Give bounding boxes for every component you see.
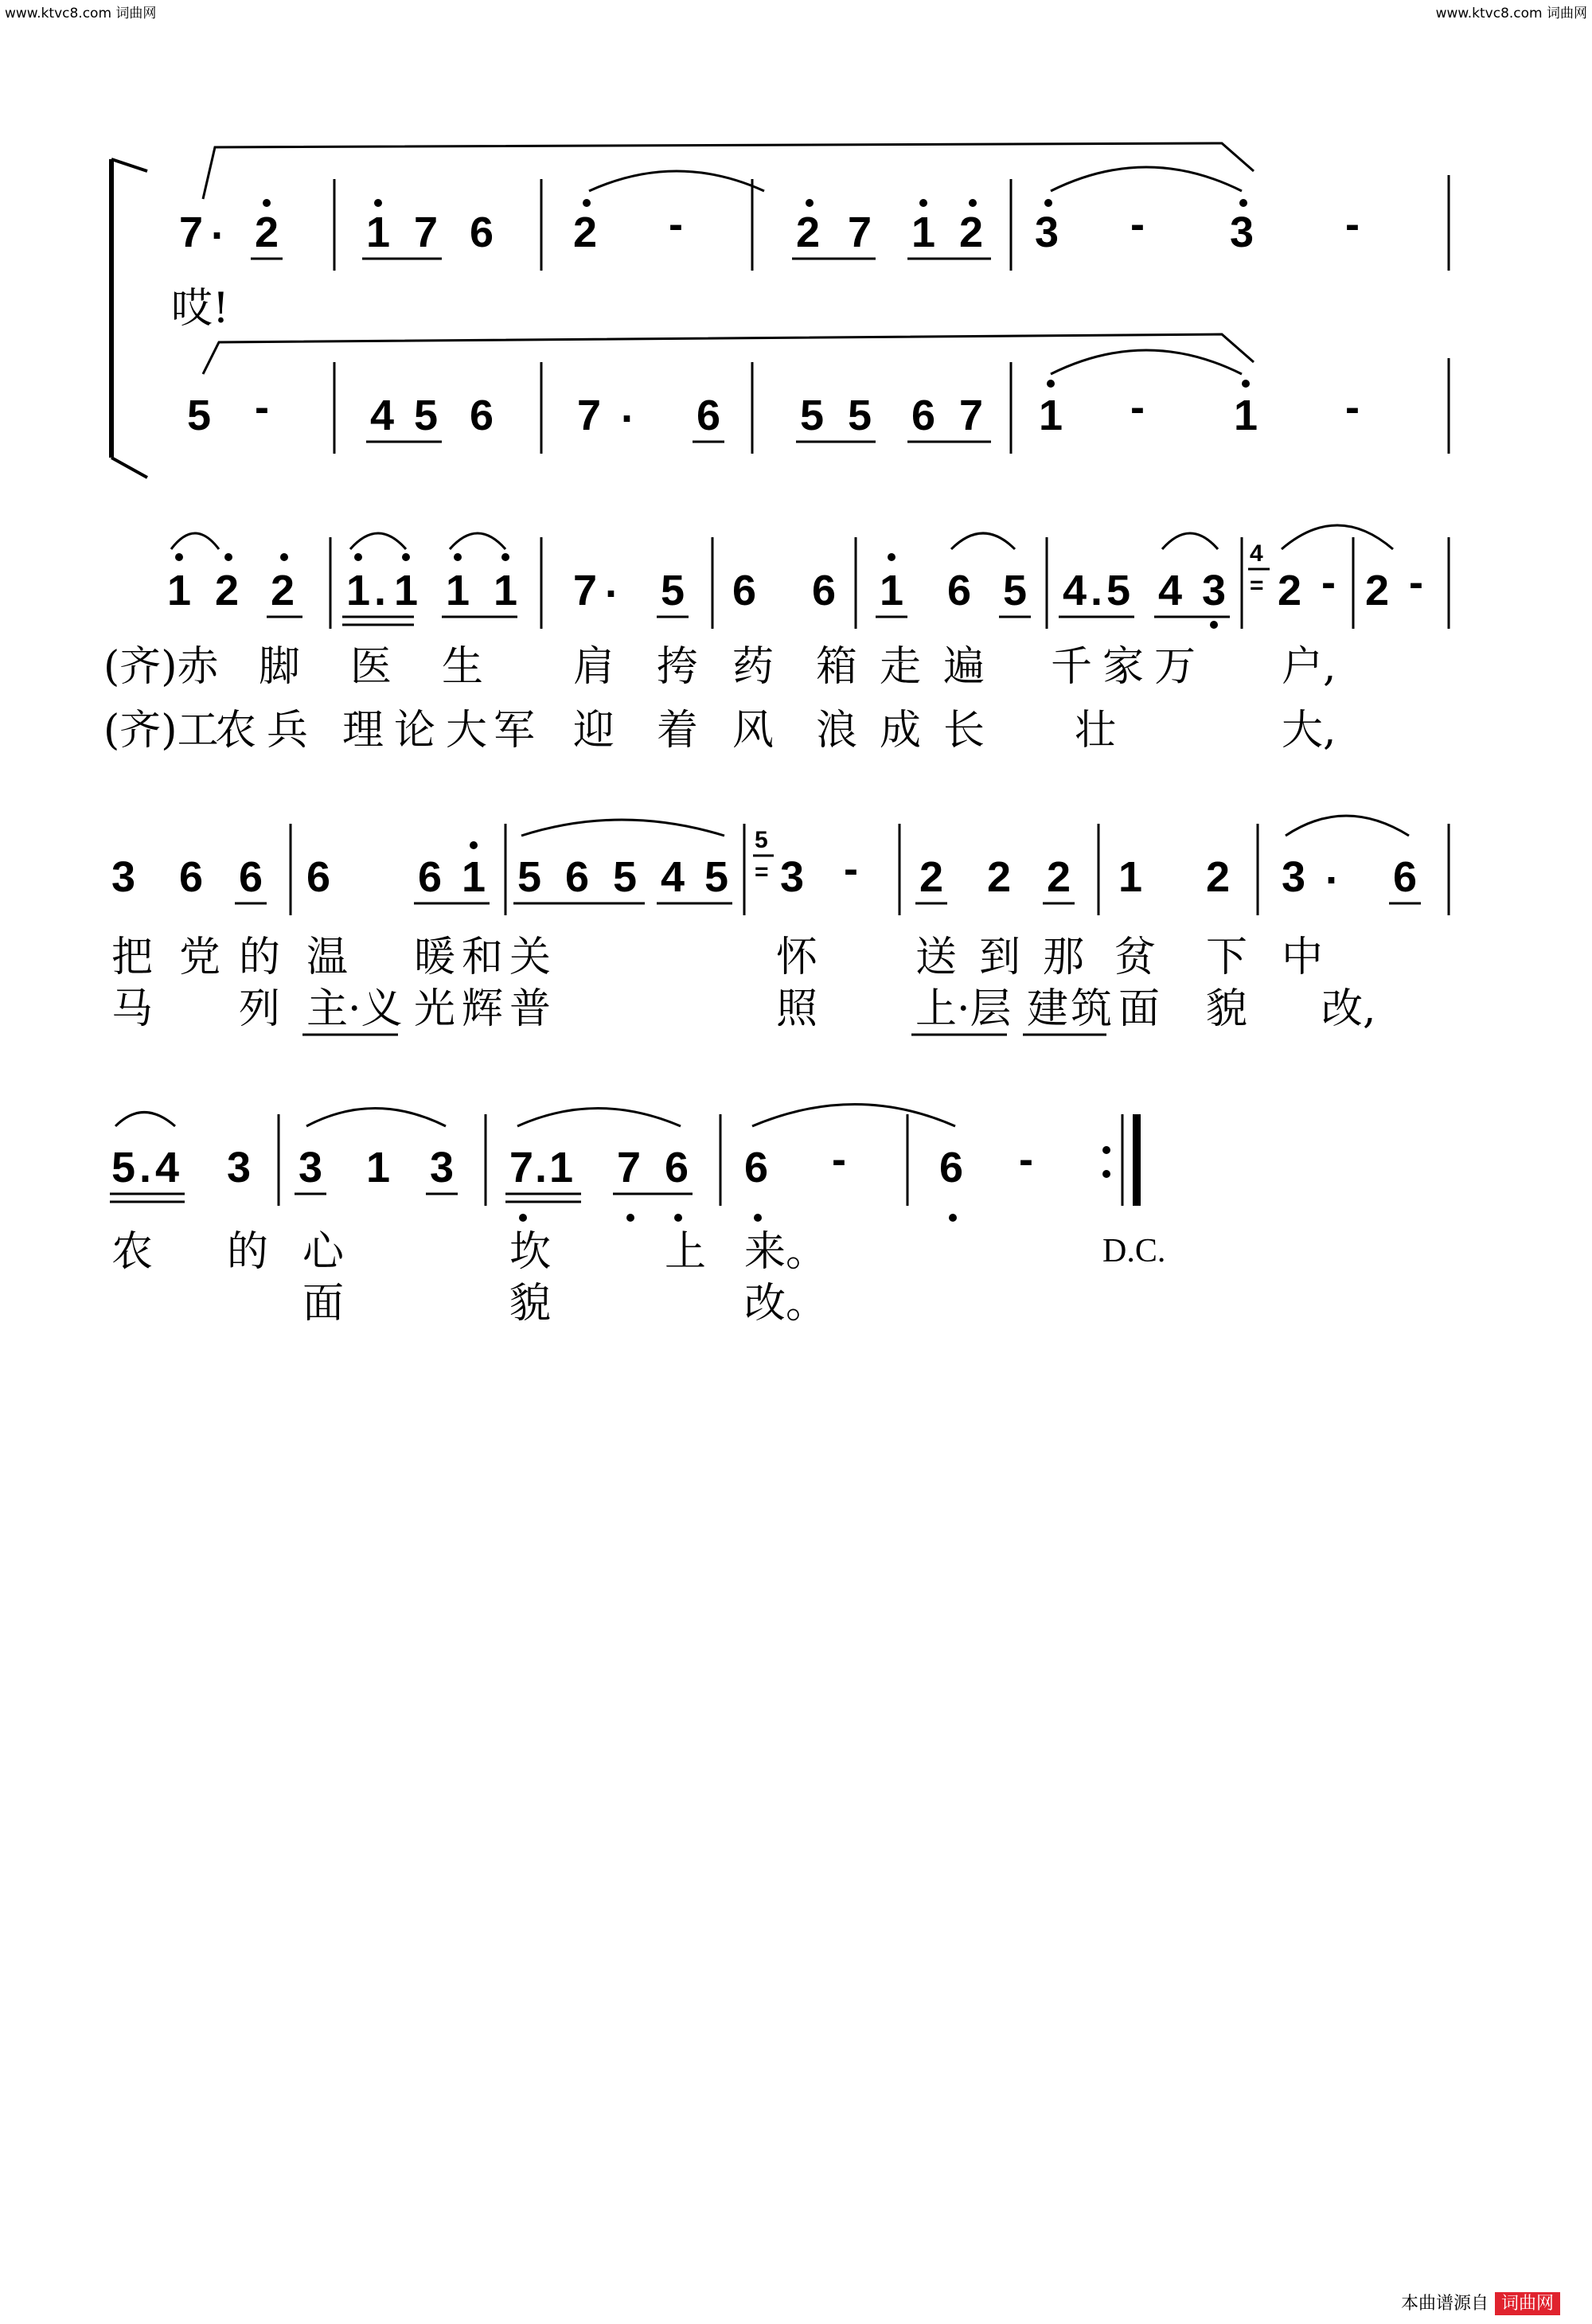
svg-text:列: 列 — [239, 985, 281, 1033]
svg-text:脚: 脚 — [259, 643, 301, 691]
svg-text:上·层: 上·层 — [915, 985, 1012, 1033]
svg-text:7: 7 — [414, 209, 439, 256]
svg-text:挎: 挎 — [657, 643, 699, 691]
time-signature-top: 4 — [1250, 540, 1263, 567]
svg-text:1: 1 — [880, 567, 904, 614]
svg-text:中: 中 — [1282, 934, 1324, 981]
upper-voice-notes — [179, 167, 1449, 271]
svg-text:万: 万 — [1154, 643, 1196, 691]
svg-text:农: 农 — [215, 707, 257, 755]
svg-text:风: 风 — [732, 707, 775, 755]
svg-text:3: 3 — [430, 1144, 455, 1191]
svg-text:5: 5 — [704, 853, 729, 901]
svg-text:-: - — [1130, 201, 1145, 248]
svg-text:(齐)赤: (齐)赤 — [103, 643, 219, 691]
svg-text:6: 6 — [1393, 853, 1418, 901]
svg-text:7: 7 — [573, 567, 598, 614]
svg-text:兵: 兵 — [267, 707, 309, 755]
svg-text:党: 党 — [179, 934, 221, 981]
svg-text:6: 6 — [744, 1144, 769, 1191]
svg-text:户,: 户, — [1282, 643, 1336, 691]
svg-text:3: 3 — [780, 853, 805, 901]
svg-text:暖: 暖 — [414, 934, 456, 981]
svg-text:-: - — [669, 201, 683, 248]
svg-text:6: 6 — [947, 567, 972, 614]
svg-text:.: . — [1091, 567, 1103, 614]
svg-text:2: 2 — [271, 567, 295, 614]
svg-text:改。: 改。 — [744, 1280, 828, 1328]
svg-text:5: 5 — [661, 567, 685, 614]
svg-text:7: 7 — [848, 209, 872, 256]
svg-text:1: 1 — [394, 567, 419, 614]
svg-text:=: = — [1250, 572, 1264, 599]
svg-text:-: - — [832, 1136, 846, 1183]
svg-text:1: 1 — [462, 853, 486, 901]
svg-text:长: 长 — [943, 707, 985, 755]
tie — [589, 171, 764, 191]
footer-credit — [1401, 2290, 1560, 2314]
svg-text:箱: 箱 — [816, 643, 858, 691]
svg-text:1: 1 — [366, 209, 391, 256]
svg-text:2: 2 — [1365, 567, 1390, 614]
upper-lyric: 哎! — [171, 285, 229, 333]
svg-text:3: 3 — [1202, 567, 1227, 614]
svg-text:6: 6 — [418, 853, 443, 901]
svg-text:貌: 貌 — [1206, 985, 1248, 1033]
svg-text:6: 6 — [732, 567, 757, 614]
dot: . — [211, 201, 224, 248]
svg-text:药: 药 — [732, 643, 775, 691]
svg-text:遍: 遍 — [943, 643, 985, 691]
svg-text:上: 上 — [665, 1228, 707, 1276]
svg-text:改,: 改, — [1321, 985, 1376, 1033]
svg-text:4: 4 — [1063, 567, 1087, 614]
footer-brand: 词曲网 — [1495, 2292, 1560, 2315]
svg-text:医: 医 — [350, 643, 392, 691]
svg-text:怀: 怀 — [776, 934, 818, 981]
svg-text:迎: 迎 — [573, 707, 615, 755]
lyrics-verse-1 — [111, 934, 1323, 981]
svg-text:马: 马 — [111, 985, 154, 1033]
svg-text:4: 4 — [155, 1144, 180, 1191]
svg-text:军: 军 — [494, 707, 536, 755]
svg-text:-: - — [1019, 1136, 1033, 1183]
svg-text:3: 3 — [1035, 209, 1059, 256]
svg-text:5: 5 — [111, 1144, 136, 1191]
svg-text:辉: 辉 — [462, 985, 504, 1033]
svg-text:5: 5 — [800, 392, 825, 439]
svg-text:.: . — [374, 567, 387, 614]
svg-text:=: = — [755, 859, 769, 885]
lyrics-verse-2 — [302, 1280, 827, 1328]
svg-text:7: 7 — [577, 392, 602, 439]
svg-text:家: 家 — [1102, 643, 1145, 691]
svg-text:3: 3 — [111, 853, 136, 901]
svg-text:5: 5 — [613, 853, 638, 901]
svg-text:2: 2 — [959, 209, 984, 256]
svg-text:大,: 大, — [1282, 707, 1336, 755]
svg-text:2: 2 — [1206, 853, 1231, 901]
svg-text:建: 建 — [1027, 985, 1069, 1033]
svg-text:7: 7 — [959, 392, 984, 439]
svg-text:1: 1 — [446, 567, 470, 614]
svg-text:4: 4 — [370, 392, 395, 439]
svg-text:农: 农 — [111, 1228, 154, 1276]
svg-text:6: 6 — [812, 567, 837, 614]
system-3 — [111, 816, 1449, 1035]
svg-text:7: 7 — [509, 1144, 534, 1191]
svg-text:5: 5 — [414, 392, 439, 439]
svg-text:3: 3 — [1282, 853, 1306, 901]
svg-text:-: - — [1409, 559, 1423, 606]
time-signature-top: 5 — [755, 827, 768, 853]
svg-text:的: 的 — [239, 934, 281, 981]
svg-text:6: 6 — [665, 1144, 689, 1191]
svg-text:1: 1 — [494, 567, 518, 614]
svg-text:壮: 壮 — [1075, 707, 1117, 755]
svg-text:普: 普 — [509, 985, 552, 1033]
svg-text:面: 面 — [1118, 985, 1161, 1033]
lyrics-verse-1 — [103, 643, 1336, 691]
svg-text:5: 5 — [517, 853, 542, 901]
lyrics-verse-2 — [103, 707, 1336, 755]
svg-text:6: 6 — [939, 1144, 964, 1191]
svg-text:6: 6 — [306, 853, 331, 901]
system-4 — [110, 1105, 1165, 1328]
svg-text:坎: 坎 — [509, 1228, 552, 1276]
system-2 — [103, 525, 1449, 755]
svg-text:6: 6 — [565, 853, 590, 901]
svg-text:3: 3 — [298, 1144, 323, 1191]
svg-text:肩: 肩 — [573, 643, 615, 691]
note: 2 — [255, 209, 279, 256]
svg-text:2: 2 — [573, 209, 598, 256]
svg-text:4: 4 — [1158, 567, 1183, 614]
svg-text:6: 6 — [470, 209, 494, 256]
svg-text:把: 把 — [111, 934, 154, 981]
svg-text:1: 1 — [1118, 853, 1143, 901]
svg-text:贫: 贫 — [1114, 934, 1157, 981]
svg-text:5: 5 — [848, 392, 872, 439]
phrase-line-upper — [203, 143, 1254, 199]
svg-text:1: 1 — [346, 567, 371, 614]
svg-text:面: 面 — [302, 1280, 345, 1328]
svg-text:-: - — [255, 384, 269, 431]
svg-text:1: 1 — [167, 567, 192, 614]
svg-text:心: 心 — [302, 1228, 345, 1276]
system-1 — [111, 143, 1449, 478]
svg-text:大: 大 — [446, 707, 488, 755]
svg-text:走: 走 — [880, 643, 922, 691]
svg-text:2: 2 — [215, 567, 240, 614]
footer-source: 本曲谱源自 — [1400, 2294, 1489, 2314]
svg-text:2: 2 — [1047, 853, 1071, 901]
svg-text:那: 那 — [1043, 934, 1085, 981]
svg-text:6: 6 — [470, 392, 494, 439]
da-capo-marking: D.C. — [1102, 1233, 1166, 1269]
svg-text:5: 5 — [1003, 567, 1028, 614]
svg-text:-: - — [1345, 201, 1360, 248]
svg-text:.: . — [621, 384, 634, 431]
watermark-right: www.ktvc8.com 词曲网 — [1435, 6, 1587, 21]
svg-text:3: 3 — [1230, 209, 1254, 256]
svg-text:理: 理 — [342, 707, 384, 755]
svg-text:2: 2 — [919, 853, 944, 901]
svg-text:和: 和 — [462, 934, 504, 981]
svg-text:6: 6 — [239, 853, 263, 901]
lyrics-verse-1 — [111, 1228, 827, 1276]
svg-text:筑: 筑 — [1071, 985, 1113, 1033]
svg-text:6: 6 — [696, 392, 721, 439]
svg-text:.: . — [605, 559, 618, 606]
svg-text:主·义: 主·义 — [306, 985, 403, 1033]
svg-text:貌: 貌 — [509, 1280, 552, 1328]
svg-text:.: . — [1325, 845, 1338, 893]
svg-text:送: 送 — [915, 934, 958, 981]
svg-text:2: 2 — [1278, 567, 1302, 614]
svg-text:浪: 浪 — [816, 707, 858, 755]
svg-text:-: - — [844, 845, 858, 893]
svg-text:2: 2 — [987, 853, 1012, 901]
svg-text:5: 5 — [187, 392, 212, 439]
svg-text:6: 6 — [911, 392, 936, 439]
svg-text:照: 照 — [776, 985, 818, 1033]
svg-text:到: 到 — [979, 934, 1021, 981]
svg-text:.: . — [535, 1144, 548, 1191]
svg-text:1: 1 — [366, 1144, 391, 1191]
svg-text:千: 千 — [1051, 643, 1093, 691]
lyrics-verse-2 — [111, 985, 1376, 1035]
svg-text:-: - — [1130, 384, 1145, 431]
svg-text:着: 着 — [657, 707, 699, 755]
svg-text:1: 1 — [1039, 392, 1063, 439]
svg-text:生: 生 — [442, 643, 484, 691]
svg-text:-: - — [1321, 559, 1336, 606]
svg-text:(齐)工: (齐)工 — [103, 707, 219, 755]
svg-text:5: 5 — [1106, 567, 1131, 614]
svg-text:2: 2 — [796, 209, 821, 256]
svg-text:成: 成 — [880, 707, 922, 755]
svg-text:1: 1 — [549, 1144, 574, 1191]
svg-text:-: - — [1345, 384, 1360, 431]
svg-text:光: 光 — [414, 985, 456, 1033]
svg-text:1: 1 — [911, 209, 936, 256]
svg-text:的: 的 — [227, 1228, 269, 1276]
note: 7 — [179, 209, 204, 256]
lower-voice-notes — [187, 350, 1449, 454]
svg-text:7: 7 — [617, 1144, 642, 1191]
svg-text:温: 温 — [306, 934, 349, 981]
svg-text:1: 1 — [1234, 392, 1258, 439]
svg-text:来。: 来。 — [744, 1228, 828, 1276]
svg-text:6: 6 — [179, 853, 204, 901]
svg-text:关: 关 — [509, 934, 552, 981]
svg-text:4: 4 — [661, 853, 685, 901]
svg-text:3: 3 — [227, 1144, 252, 1191]
svg-text:下: 下 — [1206, 934, 1248, 981]
svg-text:.: . — [139, 1144, 152, 1191]
svg-text:论: 论 — [394, 707, 436, 755]
watermark-left: www.ktvc8.com 词曲网 — [5, 6, 157, 21]
phrase-line-lower — [203, 334, 1254, 374]
